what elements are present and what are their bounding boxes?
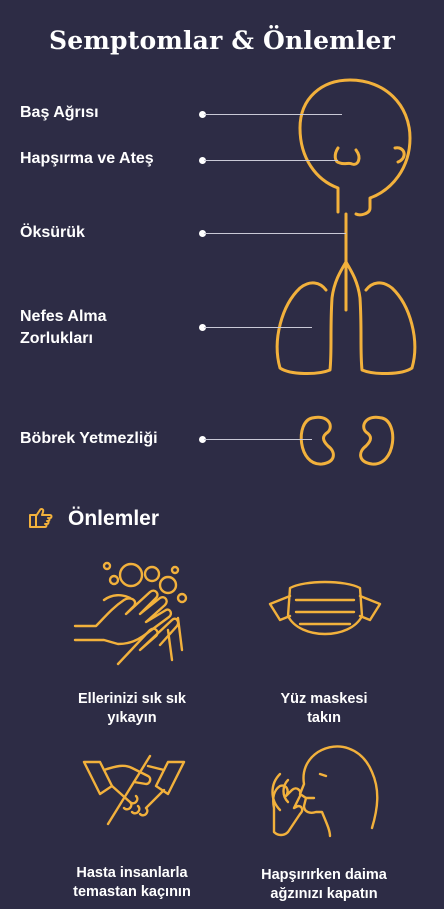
prevention-heading: Önlemler <box>68 507 160 530</box>
symptom-breathing-difficulty: Nefes Alma Zorlukları <box>20 308 107 347</box>
no-handshake-icon <box>84 756 184 824</box>
symptom-kidney-failure: Böbrek Yetmezliği <box>20 430 158 447</box>
caption-face-mask: Yüz maskesi takın <box>280 691 368 726</box>
wash-hands-icon <box>75 563 186 664</box>
symptom-cough: Öksürük <box>20 224 85 241</box>
symptom-headache: Baş Ağrısı <box>20 104 99 121</box>
caption-wash-hands: Ellerinizi sık sık yıkayın <box>78 691 186 726</box>
cover-mouth-icon <box>273 746 378 836</box>
caption-cover-mouth: Hapşırırken daima ağzınızı kapatın <box>261 867 387 902</box>
caption-avoid-contact: Hasta insanlarla temastan kaçının <box>73 865 191 900</box>
symptom-sneezing-fever: Hapşırma ve Ateş <box>20 150 154 167</box>
page-title: Semptomlar & Önlemler <box>49 26 395 55</box>
face-mask-icon <box>270 582 380 634</box>
